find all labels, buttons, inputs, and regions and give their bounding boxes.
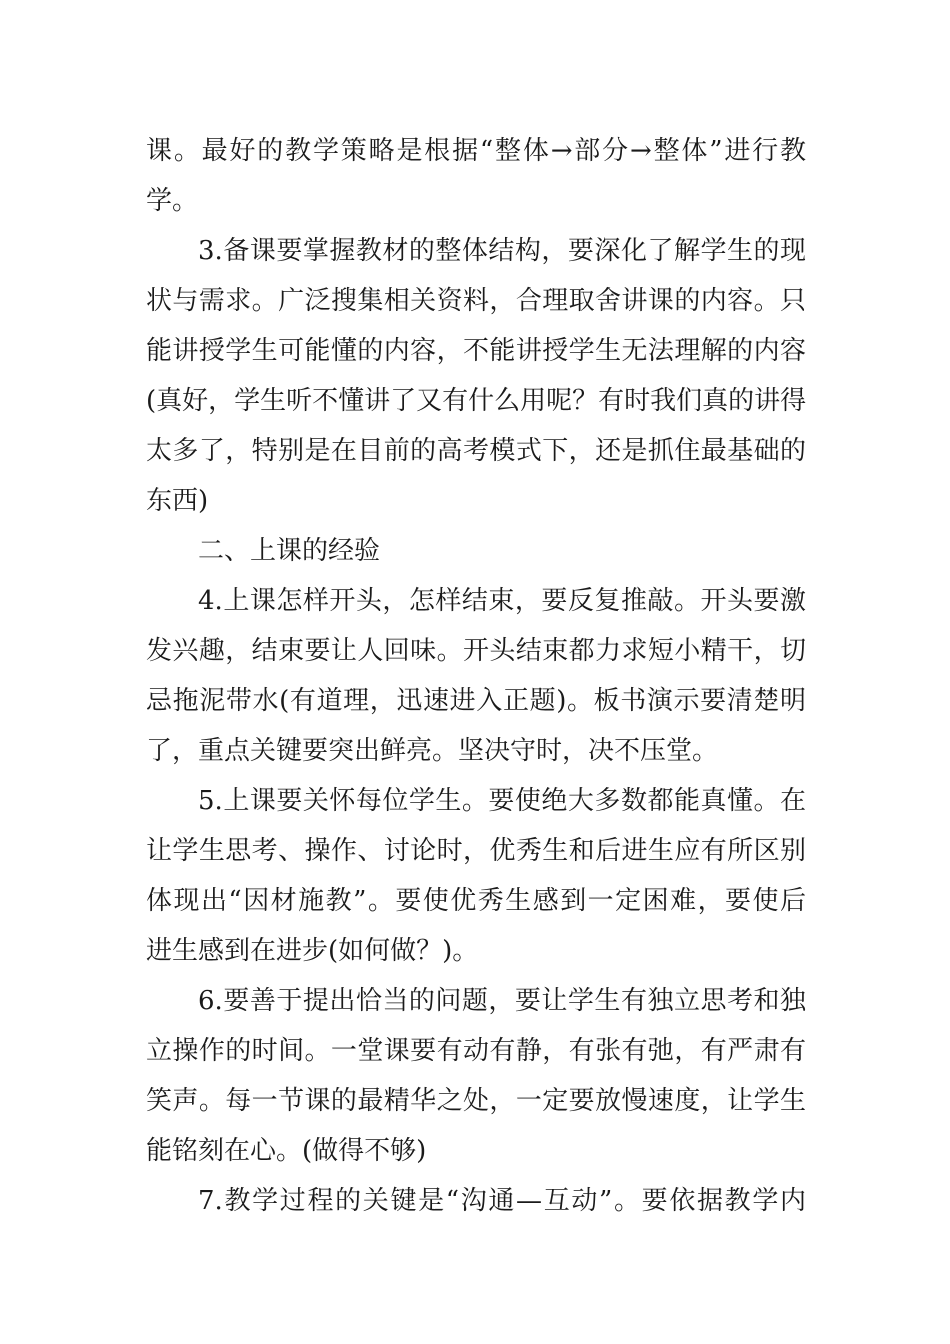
text-line: 太多了，特别是在目前的高考模式下，还是抓住最基础的 [146, 436, 806, 466]
text-line: 发兴趣，结束要让人回味。开头结束都力求短小精干，切 [146, 636, 806, 666]
text-line: 能讲授学生可能懂的内容，不能讲授学生无法理解的内容 [146, 336, 806, 366]
text-line: 东西) [146, 486, 209, 516]
text-line: 学。 [146, 186, 199, 216]
text-line: 课。最好的教学策略是根据“整体→部分→整体”进行教 [146, 136, 806, 166]
paragraph-4-line: 4.上课怎样开头，怎样结束，要反复推敲。开头要激 [198, 586, 806, 616]
paragraph-5-line: 5.上课要关怀每位学生。要使绝大多数都能真懂。在 [198, 786, 806, 816]
section-heading: 二、上课的经验 [198, 536, 381, 566]
text-line: 状与需求。广泛搜集相关资料，合理取舍讲课的内容。只 [146, 286, 806, 316]
text-line: 体现出“因材施教”。要使优秀生感到一定困难，要使后 [146, 886, 806, 916]
paragraph-3-line: 3.备课要掌握教材的整体结构，要深化了解学生的现 [198, 236, 806, 266]
text-line: 进生感到在进步(如何做？)。 [146, 936, 479, 966]
text-line: 忌拖泥带水(有道理，迅速进入正题)。板书演示要清楚明 [146, 686, 806, 716]
text-line: 笑声。每一节课的最精华之处，一定要放慢速度，让学生 [146, 1086, 806, 1116]
paragraph-6-line: 6.要善于提出恰当的问题，要让学生有独立思考和独 [198, 986, 806, 1016]
text-line: 立操作的时间。一堂课要有动有静，有张有弛，有严肃有 [146, 1036, 806, 1066]
text-line: 了，重点关键要突出鲜亮。坚决守时，决不压堂。 [146, 736, 719, 766]
text-line: 能铭刻在心。(做得不够) [146, 1136, 427, 1166]
text-line: (真好，学生听不懂讲了又有什么用呢？有时我们真的讲得 [146, 386, 807, 416]
paragraph-7-line: 7.教学过程的关键是“沟通—互动”。要依据教学内 [198, 1186, 806, 1216]
text-line: 让学生思考、操作、讨论时，优秀生和后进生应有所区别 [146, 836, 806, 866]
